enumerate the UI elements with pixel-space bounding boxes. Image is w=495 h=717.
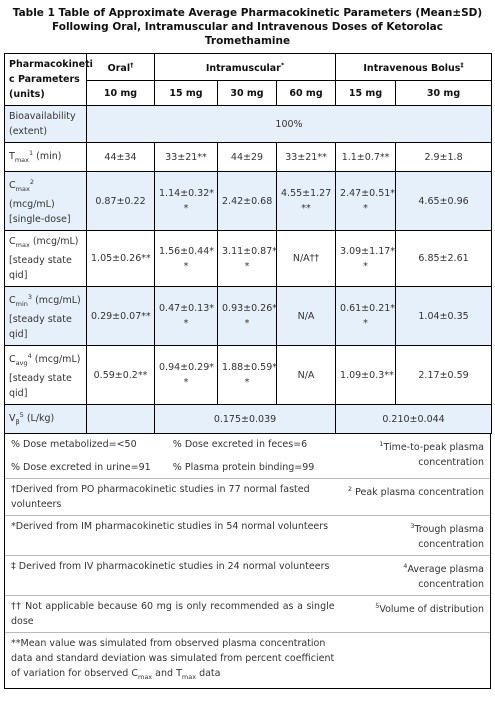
footnote-def: Time-to-peak plasma concentration	[383, 442, 484, 469]
footnote-row	[5, 434, 490, 479]
footnote-left	[5, 596, 341, 632]
cell-value: 3.11±0.87* *	[218, 231, 277, 287]
cell-value: 44±29	[218, 143, 277, 172]
label-main: T	[9, 151, 15, 163]
cell-value: 6.85±2.61	[396, 231, 492, 287]
label-sup: 5	[19, 411, 24, 420]
footnote-sim-text: data	[196, 668, 221, 680]
row-cmin	[5, 286, 492, 345]
row-bioavailability	[5, 106, 492, 143]
footnote-row	[5, 596, 490, 633]
footnote-urine: % Dose excreted in urine=91	[11, 462, 151, 474]
row-label	[5, 286, 87, 345]
dose-header: 15 mg	[336, 81, 396, 106]
footnote-left	[5, 633, 341, 688]
label-main: V	[9, 413, 16, 425]
row-label	[5, 143, 87, 172]
param-header	[5, 54, 93, 106]
label-main: C	[9, 295, 16, 307]
footnote-row	[5, 556, 490, 596]
label-sup: 4	[27, 352, 32, 361]
cell-value: N/A††	[277, 231, 336, 287]
label-main: C	[9, 180, 16, 192]
label-sub: min	[15, 300, 28, 309]
label-sub: max	[14, 156, 29, 165]
row-label	[5, 346, 87, 405]
label-sup: 3	[27, 292, 33, 301]
footnote-na: †† Not applicable because 60 mg is only recommended as a single dose	[11, 601, 335, 628]
footnote-sup: 4	[403, 562, 408, 571]
cell-value: 1.1±0.7**	[336, 143, 396, 172]
label-unit: (min)	[33, 151, 62, 163]
cell-value: 0.94±0.29* *	[155, 346, 218, 405]
cell-value: 1.04±0.35	[396, 286, 492, 345]
label-main: C	[9, 236, 16, 248]
label-sub: max	[15, 185, 30, 194]
row-vb	[5, 405, 492, 434]
label-rest: (mcg/mL) [single-dose]	[9, 199, 71, 226]
footnote-sim-text: and T	[152, 668, 182, 680]
dose-header: 30 mg	[218, 81, 277, 106]
footnote-right	[341, 434, 490, 478]
label-sub: max	[15, 240, 30, 249]
label-rest: (mcg/mL) [steady state qid]	[9, 236, 79, 281]
footnote-right	[341, 596, 490, 632]
cell-value: 0.87±0.22	[87, 172, 155, 231]
footnote-row	[5, 633, 490, 688]
footnote-sim-text: **Mean value was simulated from observed plasma concentration data and standard deviation was simulated from percent coefficient of variation for observed C	[11, 638, 335, 680]
footnote-def: Average plasma concentration	[407, 564, 484, 591]
cell-value: 2.47±0.51* *	[336, 172, 396, 231]
row-label	[5, 172, 87, 231]
header-row-routes	[5, 54, 492, 81]
cell-value: 33±21**	[155, 143, 218, 172]
table-title: Table 1 Table of Approximate Average Pharmacokinetic Parameters (Mean±SD) Following Oral, Intramuscular and Intravenous Doses of Ketorolac Tromethamine	[12, 7, 483, 47]
cell-value: 1.56±0.44* *	[155, 231, 218, 287]
footnote-metabolized: % Dose metabolized=<50	[11, 439, 137, 451]
label-rest: (mcg/mL) [steady state qid]	[9, 295, 81, 341]
label-main: C	[9, 354, 16, 366]
footnote-left	[5, 479, 341, 515]
row-cmax-single	[5, 172, 492, 231]
footnote-def: Peak plasma concentration	[352, 487, 484, 499]
row-cavg	[5, 346, 492, 405]
dose-header: 15 mg	[155, 81, 218, 106]
cell-value: N/A	[277, 346, 336, 405]
footnote-im: *Derived from IM pharmacokinetic studies in 54 normal volunteers	[11, 521, 329, 533]
cell-value: 0.175±0.039	[155, 405, 336, 434]
cell-value: 4.65±0.96	[396, 172, 492, 231]
footnote-right	[341, 516, 490, 555]
footnote-sup: 2	[347, 485, 353, 494]
cell-value: 4.55±1.27 **	[277, 172, 336, 231]
row-label	[5, 231, 87, 287]
label-sub: avg	[15, 359, 28, 368]
footnote-simulated	[11, 636, 335, 685]
footnote-row	[5, 516, 490, 556]
oral-header	[87, 54, 155, 81]
label-rest: (mcg/mL) [steady state qid]	[9, 354, 81, 400]
cell-value: 33±21**	[277, 143, 336, 172]
footnote-feces: % Dose excreted in feces=6	[172, 439, 308, 451]
iv-header-mark: ‡	[460, 60, 464, 69]
footnote-sup: 3	[410, 522, 415, 531]
label-sub: β	[15, 418, 20, 427]
row-tmax	[5, 143, 492, 172]
footnote-left	[5, 556, 341, 595]
oral-header-mark: †	[130, 60, 134, 69]
footnote-right-empty	[341, 633, 490, 688]
param-header-label: Pharmacokineti c Parameters (units)	[9, 59, 93, 100]
cell-value: 2.17±0.59	[396, 346, 492, 405]
iv-header	[336, 54, 492, 81]
cell-value: 1.09±0.3**	[336, 346, 396, 405]
im-header-mark: *	[280, 60, 285, 69]
dose-header: 30 mg	[396, 81, 492, 106]
footnote-po: †Derived from PO pharmacokinetic studies in 77 normal fasted volunteers	[11, 484, 310, 511]
cell-value: 2.42±0.68	[218, 172, 277, 231]
dose-header: 60 mg	[277, 81, 336, 106]
label-sup: 1	[28, 149, 34, 157]
cell-value: 44±34	[87, 143, 155, 172]
cell-value: 3.09±1.17* *	[336, 231, 396, 287]
footnote-def: Volume of distribution	[379, 604, 484, 616]
footnote-iv: ‡ Derived from IV pharmacokinetic studies in 24 normal volunteers	[11, 561, 330, 573]
footnote-left	[5, 516, 341, 555]
footnotes	[4, 434, 491, 689]
footnote-right	[341, 556, 490, 595]
footnote-sup: 1	[379, 440, 384, 449]
footnote-sim-sub: max	[137, 673, 153, 682]
cell-value: 100%	[87, 106, 492, 143]
cell-value: 2.9±1.8	[396, 143, 492, 172]
footnote-protein: % Plasma protein binding=99	[172, 462, 315, 474]
footnote-left	[5, 434, 341, 478]
cell-value: 0.47±0.13* *	[155, 286, 218, 345]
iv-header-label: Intravenous Bolus	[363, 62, 461, 74]
footnote-right	[341, 479, 490, 515]
cell-value: 1.88±0.59* *	[218, 346, 277, 405]
im-header	[155, 54, 336, 81]
footnote-sup: 5	[375, 602, 380, 611]
cell-value: 1.14±0.32* *	[155, 172, 218, 231]
cell-value: 0.59±0.2**	[87, 346, 155, 405]
row-label	[5, 405, 87, 434]
footnote-sim-sub: max	[181, 673, 197, 682]
oral-header-label: Oral	[107, 62, 131, 74]
cell-value	[87, 405, 155, 434]
dose-header: 10 mg	[87, 81, 155, 106]
cell-value: N/A	[277, 286, 336, 345]
im-header-label: Intramuscular	[205, 62, 281, 74]
footnote-def: Trough plasma concentration	[414, 524, 484, 551]
cell-value: 0.29±0.07**	[87, 286, 155, 345]
cell-value: 0.93±0.26* *	[218, 286, 277, 345]
cell-value: 1.05±0.26**	[87, 231, 155, 287]
row-cmax-steady	[5, 231, 492, 287]
cell-value: 0.61±0.21* *	[336, 286, 396, 345]
label-sup: 2	[29, 178, 34, 187]
label-unit: (L/kg)	[23, 413, 55, 425]
row-label: Bioavailability (extent)	[5, 106, 87, 143]
footnote-row	[5, 479, 490, 516]
cell-value: 0.210±0.044	[336, 405, 492, 434]
pk-table	[4, 53, 492, 434]
